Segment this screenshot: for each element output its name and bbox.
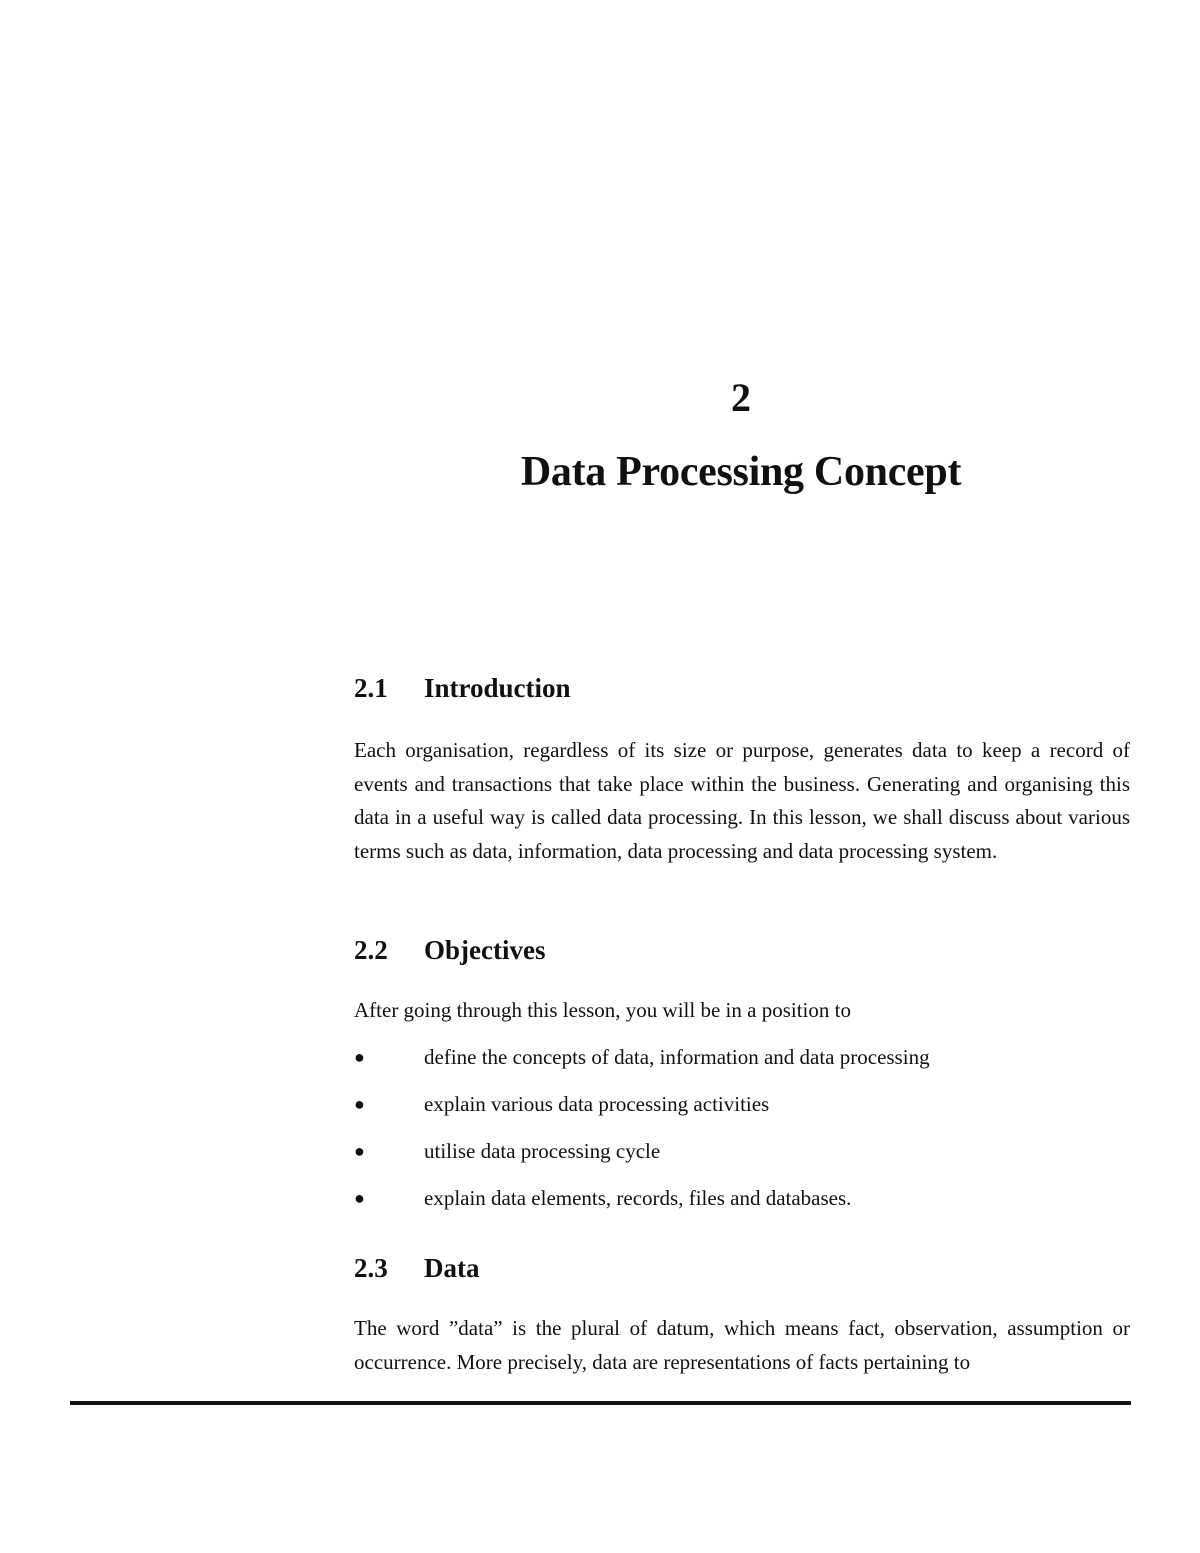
section-title: Objectives	[424, 935, 546, 965]
section-data	[354, 1252, 1130, 1379]
objectives-intro-paragraph: After going through this lesson, you will be in a position to	[354, 998, 851, 1022]
list-item-text: utilise data processing cycle	[424, 1138, 661, 1163]
list-item	[354, 1081, 1130, 1128]
list-item-text: explain various data processing activities	[424, 1091, 770, 1116]
list-item-text: define the concepts of data, information and data processing	[424, 1044, 930, 1069]
list-item	[354, 1034, 1130, 1081]
footer-rule	[70, 1401, 1131, 1405]
section-heading	[354, 1252, 1130, 1284]
bullet-icon: ●	[354, 1093, 365, 1114]
section-title: Introduction	[424, 673, 571, 703]
list-item	[354, 1128, 1130, 1175]
bullet-icon: ●	[354, 1140, 365, 1161]
section-title: Data	[424, 1253, 480, 1283]
data-paragraph: The word ”data” is the plural of datum, which means fact, observation, assumption or occurrence. More precisely, data are representations of facts pertaining to	[354, 1316, 1130, 1374]
section-heading	[354, 934, 1130, 966]
introduction-paragraph: Each organisation, regardless of its size or purpose, generates data to keep a record of events and transactions that take place within the business. Generating and organising this data in a useful way is called data processing. In this lesson, we shall discuss about various terms such as data, information, data processing and data processing system.	[354, 738, 1130, 863]
objectives-list	[354, 1034, 1130, 1222]
chapter-title: Data Processing Concept	[520, 449, 962, 495]
section-number: 2.1	[354, 673, 388, 703]
section-number: 2.3	[354, 1253, 388, 1283]
section-objectives	[354, 934, 1130, 1222]
section-heading	[354, 672, 1130, 704]
list-item	[354, 1175, 1130, 1222]
section-introduction	[354, 672, 1130, 868]
bullet-icon: ●	[354, 1187, 365, 1208]
list-item-text: explain data elements, records, files and databases.	[424, 1185, 852, 1210]
section-number: 2.2	[354, 935, 388, 965]
bullet-icon: ●	[354, 1046, 365, 1067]
chapter-number: 2	[731, 375, 751, 420]
